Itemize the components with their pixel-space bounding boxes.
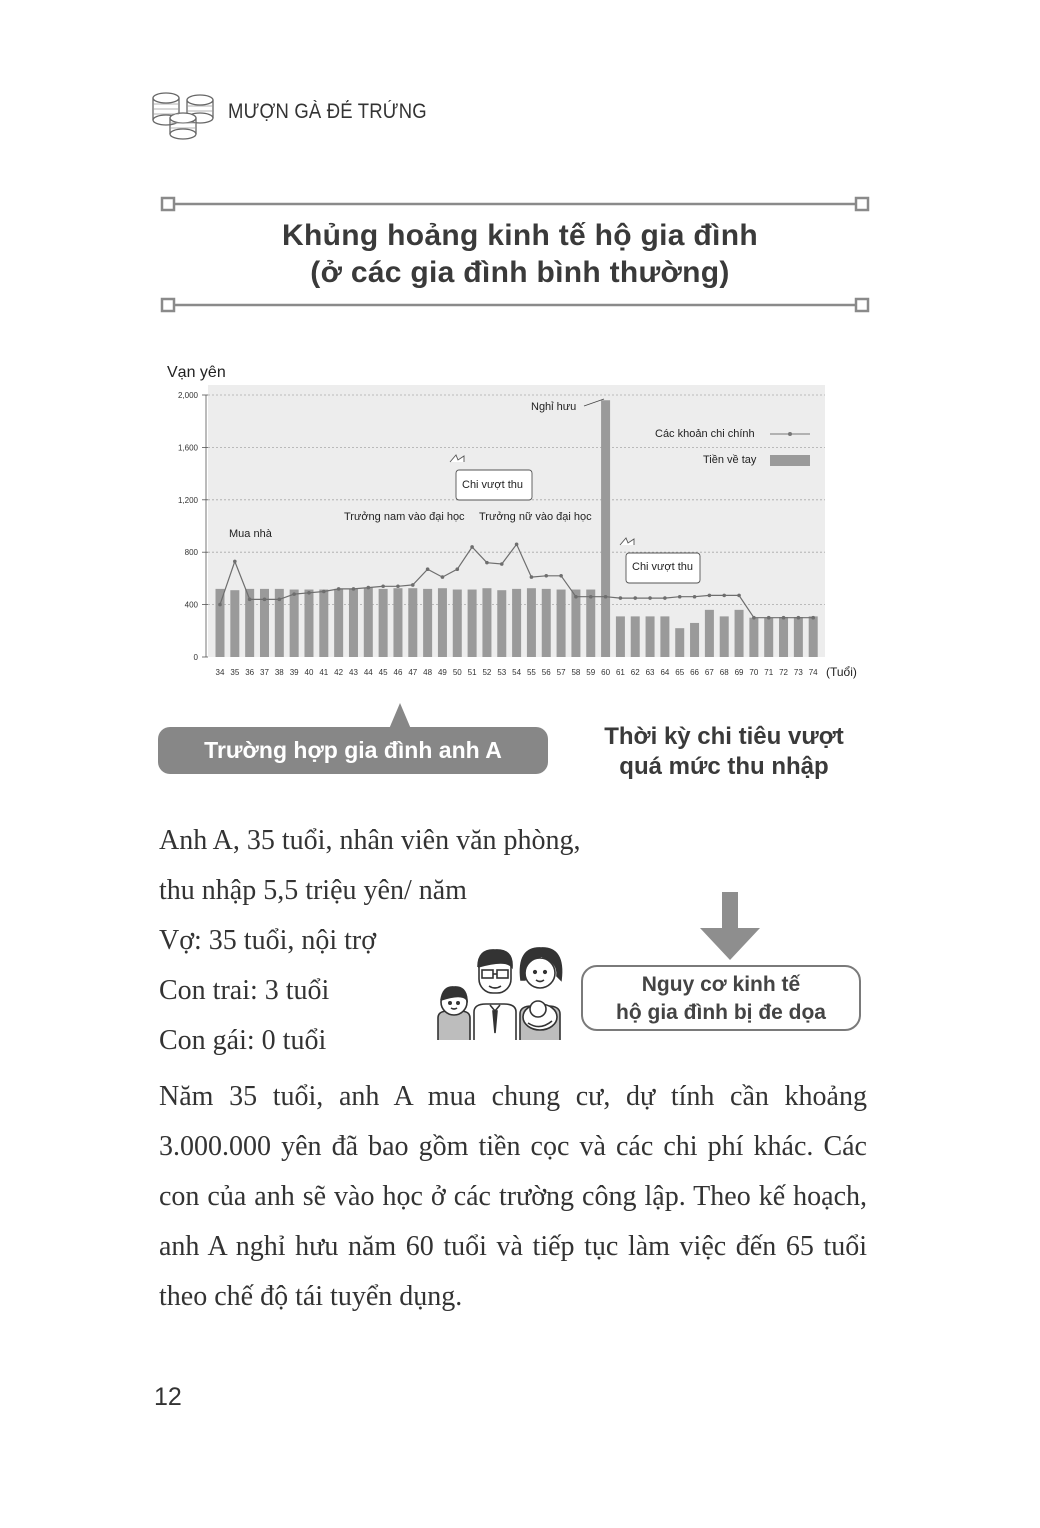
x-axis-ticks: [216, 668, 819, 677]
overspend-period-line-1: Thời kỳ chi tiêu vượt: [604, 723, 844, 750]
bar: [809, 616, 818, 657]
legend-income-label: Tiền về tay: [703, 454, 757, 466]
expense-point: [337, 587, 341, 591]
x-tick-label: 61: [615, 668, 625, 677]
expense-point: [811, 616, 815, 620]
bar: [364, 588, 373, 657]
title-frame: [158, 192, 872, 316]
y-tick-label: 0: [193, 653, 198, 662]
x-tick-label: 54: [512, 668, 522, 677]
expense-point: [722, 594, 726, 598]
x-tick-label: 60: [601, 668, 611, 677]
x-tick-label: 38: [274, 668, 284, 677]
x-tick-label: 48: [423, 668, 433, 677]
x-tick-label: 63: [645, 668, 655, 677]
expense-point: [248, 598, 252, 602]
y-tick-label: 400: [184, 600, 198, 610]
expense-point: [782, 616, 786, 620]
y-tick-label: 1,200: [177, 495, 198, 505]
profile-line: Con gái: 0 tuổi: [159, 1025, 327, 1056]
bar: [601, 400, 610, 657]
x-tick-label: 51: [467, 668, 477, 677]
x-tick-label: 69: [734, 668, 744, 677]
risk-line-1: Nguy cơ kinh tế: [641, 973, 801, 996]
annotation-son-college: Trưởng nam vào đại học: [344, 511, 465, 523]
expense-point: [322, 590, 326, 594]
x-tick-label: 34: [215, 668, 225, 677]
expense-point: [633, 596, 637, 600]
bar: [497, 590, 506, 657]
expense-point: [767, 616, 771, 620]
expense-point: [307, 591, 311, 595]
bar: [542, 589, 551, 657]
expense-point: [515, 543, 519, 547]
x-tick-label: 64: [660, 668, 670, 677]
x-tick-label: 57: [556, 668, 566, 677]
expense-point: [352, 587, 356, 591]
bar: [527, 588, 536, 657]
expense-point: [648, 596, 652, 600]
expense-point: [737, 594, 741, 598]
bar: [453, 590, 462, 657]
expense-point: [530, 575, 534, 579]
profile-line: Vợ: 35 tuổi, nội trợ: [159, 925, 377, 956]
bar: [646, 616, 655, 657]
y-axis-ticks: [178, 391, 208, 662]
overspend-period-label: [590, 722, 858, 782]
bar: [735, 610, 744, 657]
expense-point: [396, 584, 400, 588]
x-tick-label: 58: [571, 668, 581, 677]
expense-point: [381, 584, 385, 588]
profile-line: Con trai: 3 tuổi: [159, 975, 330, 1006]
x-tick-label: 68: [719, 668, 729, 677]
bar: [749, 618, 758, 657]
risk-line-2: hộ gia đình bị đe dọa: [616, 1001, 826, 1024]
expense-point: [441, 575, 445, 579]
x-tick-label: 47: [408, 668, 418, 677]
annotation-buy-house: Mua nhà: [229, 528, 272, 540]
x-tick-label: 52: [482, 668, 492, 677]
overspend-label-1: Chi vượt thu: [462, 479, 524, 491]
expense-point: [292, 592, 296, 596]
case-pill-pointer: [389, 703, 411, 729]
case-label-pill: Trường hợp gia đình anh A: [158, 727, 548, 774]
x-tick-label: 40: [304, 668, 314, 677]
expense-point: [263, 598, 267, 602]
x-tick-label: 45: [378, 668, 388, 677]
page-title-line-1: Khủng hoảng kinh tế hộ gia đình: [282, 219, 758, 252]
x-tick-label: 50: [452, 668, 462, 677]
overspend-period-line-2: quá mức thu nhập: [619, 753, 829, 780]
bar: [675, 628, 684, 657]
bar: [482, 588, 491, 657]
running-title: MƯỢN GÀ ĐẺ TRỨNG: [228, 100, 427, 123]
expense-point: [619, 596, 623, 600]
expense-point: [500, 562, 504, 566]
expense-point: [485, 561, 489, 565]
x-tick-label: 74: [808, 668, 818, 677]
expense-point: [367, 586, 371, 590]
x-tick-label: 37: [260, 668, 269, 677]
x-tick-label: 65: [675, 668, 685, 677]
expense-point: [752, 616, 756, 620]
annotation-daughter-college: Trưởng nữ vào đại học: [479, 511, 592, 523]
expense-point: [797, 616, 801, 620]
expense-point: [411, 583, 415, 587]
x-tick-label: 67: [704, 668, 714, 677]
profile-line: thu nhập 5,5 triệu yên/ năm: [159, 875, 467, 906]
bar: [230, 590, 239, 657]
y-axis-label: Vạn yên: [167, 364, 226, 381]
legend-expenses-label: Các khoản chi chính: [655, 428, 755, 440]
overspend-label-2: Chi vượt thu: [632, 561, 694, 573]
bar: [468, 590, 477, 657]
expense-point: [544, 574, 548, 578]
bar: [216, 589, 225, 657]
bar: [423, 589, 432, 657]
expense-point: [574, 595, 578, 599]
expense-point: [559, 574, 563, 578]
annotation-retire: Nghỉ hưu: [531, 401, 577, 413]
legend-income-swatch: [770, 455, 810, 466]
x-tick-label: 35: [230, 668, 240, 677]
expense-point: [708, 594, 712, 598]
bar: [379, 589, 388, 657]
bar: [393, 588, 402, 657]
expense-point: [693, 595, 697, 599]
x-tick-label: 71: [764, 668, 774, 677]
bar: [304, 590, 313, 657]
x-tick-label: 70: [749, 668, 759, 677]
x-tick-label: 56: [541, 668, 551, 677]
x-tick-label: 44: [363, 668, 373, 677]
x-tick-label: 46: [393, 668, 403, 677]
x-tick-label: 62: [630, 668, 640, 677]
x-tick-label: 72: [779, 668, 788, 677]
y-tick-label: 2,000: [177, 391, 198, 400]
expense-point: [663, 596, 667, 600]
bar: [290, 590, 299, 657]
expense-point: [218, 603, 222, 607]
expense-point: [233, 560, 237, 564]
bar: [512, 589, 521, 657]
expense-point: [278, 598, 282, 602]
bar: [571, 590, 580, 657]
coin-stack-icon: [150, 86, 218, 142]
x-tick-label: 43: [349, 668, 358, 677]
expense-point: [604, 595, 608, 599]
down-arrow-icon: [697, 890, 763, 962]
bar: [705, 610, 714, 657]
profile-line: Anh A, 35 tuổi, nhân viên văn phòng,: [159, 825, 581, 856]
bar: [557, 590, 566, 657]
bar: [616, 616, 625, 657]
bar: [631, 616, 640, 657]
x-axis-label: (Tuổi): [826, 665, 857, 679]
bar: [408, 588, 417, 657]
x-tick-label: 66: [690, 668, 700, 677]
expense-point: [426, 567, 430, 571]
expense-point: [470, 545, 474, 549]
bar: [720, 616, 729, 657]
bar: [660, 616, 669, 657]
household-finance-chart: [150, 355, 890, 690]
page-title-line-2: (ở các gia đình bình thường): [310, 256, 730, 289]
bar: [794, 617, 803, 657]
bar: [586, 590, 595, 657]
x-tick-label: 39: [289, 668, 299, 677]
bar: [764, 618, 773, 657]
expense-point: [678, 595, 682, 599]
bar: [334, 589, 343, 657]
x-tick-label: 53: [497, 668, 507, 677]
risk-callout: [581, 965, 861, 1031]
x-tick-label: 41: [319, 668, 329, 677]
bar: [349, 589, 358, 657]
x-tick-label: 55: [526, 668, 536, 677]
bar: [319, 590, 328, 657]
bar: [779, 617, 788, 657]
y-tick-label: 1,600: [177, 443, 198, 453]
expense-point: [455, 567, 459, 571]
x-tick-label: 59: [586, 668, 596, 677]
family-illustration: [432, 945, 567, 1040]
body-paragraph: Năm 35 tuổi, anh A mua chung cư, dự tính cần khoảng 3.000.000 yên đã bao gồm tiền cọc và các chi phí khác. Các con của anh sẽ vào học ở các trường công lập. Theo kế hoạch, anh A nghỉ hưu năm 60 tuổi và tiếp tục làm việc đến 65 tuổi theo chế độ tái tuyển dụng.: [159, 1081, 867, 1312]
x-tick-label: 36: [245, 668, 255, 677]
page-number: 12: [154, 1383, 182, 1411]
expense-point: [589, 595, 593, 599]
x-tick-label: 73: [793, 668, 803, 677]
y-tick-label: 800: [184, 548, 198, 558]
x-tick-label: 49: [437, 668, 447, 677]
legend-expenses-marker: [788, 432, 792, 436]
bar: [690, 623, 699, 657]
bar: [438, 588, 447, 657]
x-tick-label: 42: [334, 668, 344, 677]
